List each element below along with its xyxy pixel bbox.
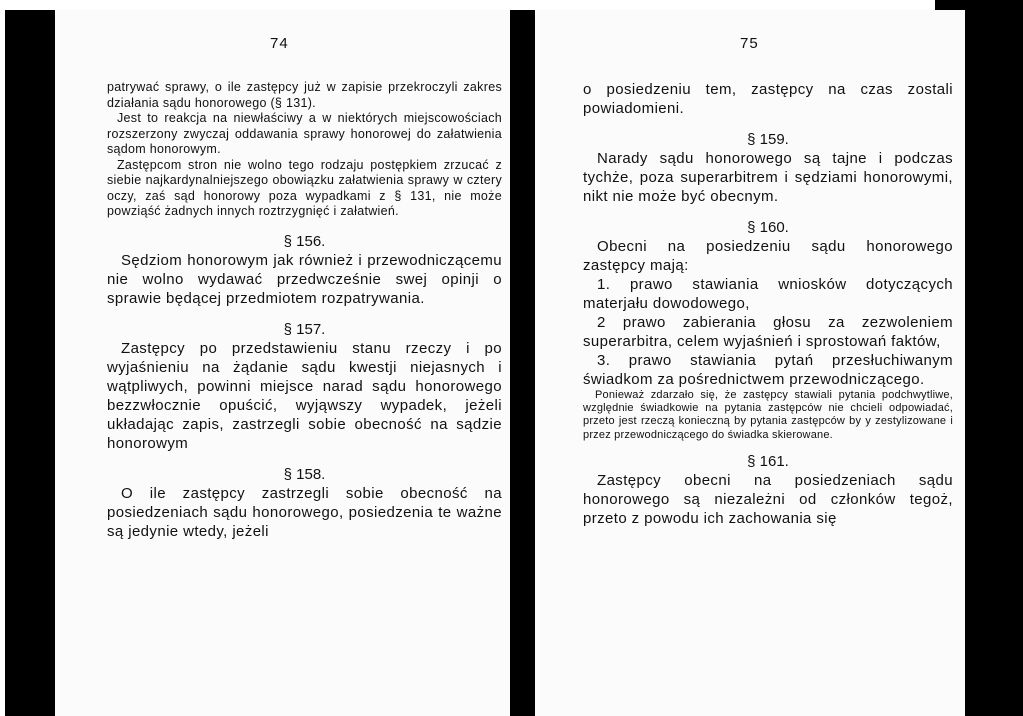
section-text: Zastępcy po przedstawieniu stanu rzeczy i po wyjaśnieniu na żądanie sądu kwestji niejasnych i wątpliwych, powinni miejsce narad sądu honorowego bezzwłocznie opuścić, wyjąwszy wypadek, jeżeli układając zapis, zastrzegli sobie obecność na sądzie honorowym: [107, 339, 502, 452]
section-text: O ile zastępcy zastrzegli sobie obecność na posiedzeniach sądu honorowego, posiedzenia te ważne są jedynie wtedy, jeżeli: [107, 484, 502, 540]
list-item: 1. prawo stawiania wniosków dotyczących materjału dowodowego,: [583, 276, 953, 312]
scan-left-edge: [0, 0, 5, 716]
right-page: [535, 10, 965, 716]
list-item: 2 prawo zabierania głosu za zezwoleniem superarbitra, celem wyjaśnień i sprostowań faktów,: [583, 314, 953, 350]
section-text: Sędziom honorowym jak również i przewodniczącemu nie wolno wydawać przedwcześnie swej opinji o sprawie będącej przedmiotem rozpatrywania.: [107, 251, 502, 307]
left-text-column: [107, 80, 502, 541]
section-heading: § 158.: [283, 465, 326, 483]
scan-top-edge: [0, 0, 1023, 10]
footnote: Ponieważ zdarzało się, że zastępcy stawiali pytania podchwytliwe, względnie świadkowie na pytania zastępców nie chcieli odpowiadać, przeto jest rzeczą konieczną by pytania zastępców by y zestylizowane i przez przewodniczącego do świadka skierowane.: [583, 389, 953, 441]
list-item: 3. prawo stawiania pytań przesłuchiwanym świadkom za pośrednictwem przewodniczącego.: [583, 352, 953, 388]
section-text: Narady sądu honorowego są tajne i podczas tychże, poza superarbitrem i sędziami honorowymi, nikt nie może być obecnym.: [583, 150, 953, 205]
paragraph: o posiedzeniu tem, zastępcy na czas zostali powiadomieni.: [583, 81, 953, 117]
page-number: 75: [740, 35, 759, 52]
book-gutter: [510, 10, 535, 716]
page-number: 74: [270, 35, 289, 52]
section-heading: § 160.: [747, 219, 789, 236]
scan-top-edge-dark: [935, 0, 1023, 10]
section-heading: § 161.: [747, 452, 789, 470]
paragraph: Zastępcom stron nie wolno tego rodzaju postępkiem zrzucać z siebie najkardynalniejszego obowiązku załatwienia sprawy w cztery oczy, zaś sąd honorowy poza wypadkami z § 131, nie może powziąść żadnych innych roztrzygnięć i załatwień.: [107, 157, 502, 218]
section-heading: § 159.: [747, 131, 789, 148]
left-page: [55, 10, 510, 716]
section-heading: § 157.: [283, 320, 326, 338]
section-text: Zastępcy obecni na posiedzeniach sądu honorowego są niezależni od członków tegoż, przeto z powodu ich zachowania się: [583, 471, 953, 527]
section-intro: Obecni na posiedzeniu sądu honorowego zastępcy mają:: [583, 238, 953, 274]
right-text-column: [583, 80, 953, 528]
paragraph: patrywać sprawy, o ile zastępcy już w zapisie przekroczyli zakres działania sądu honorowego (§ 131).: [107, 80, 502, 110]
section-heading: § 156.: [283, 232, 326, 250]
paragraph: Jest to reakcja na niewłaściwy a w niektórych miejscowościach rozszerzony zwyczaj oddawania sprawy honorowej do załatwienia sądom honorowym.: [107, 111, 502, 156]
